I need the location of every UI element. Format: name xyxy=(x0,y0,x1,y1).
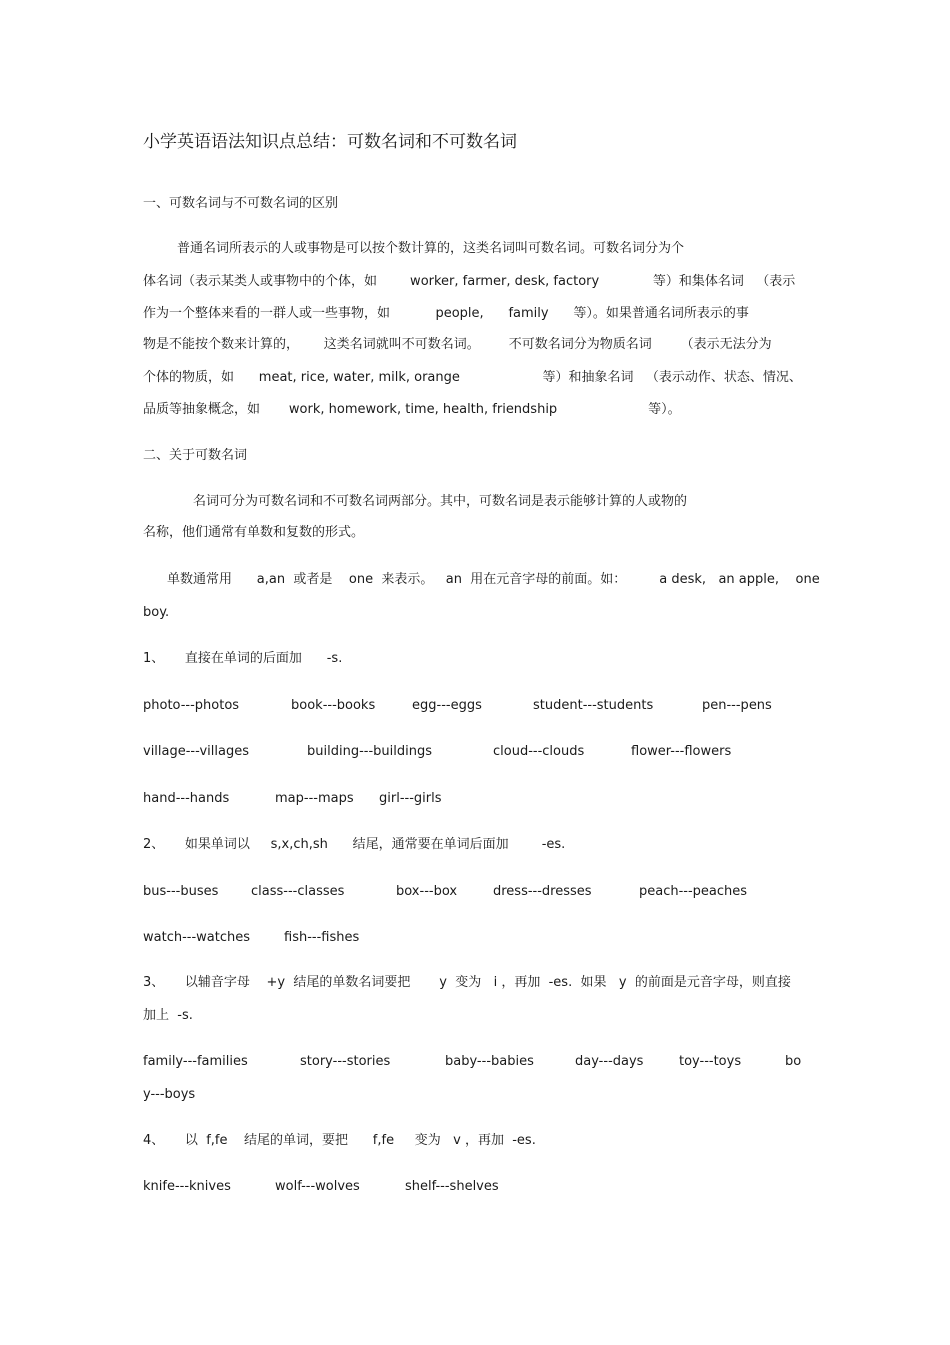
rule-2-text: 2、 如果单词以 s,x,ch,sh 结尾，通常要在单词后面加 -es. xyxy=(143,837,566,852)
example-word: toy---toys xyxy=(679,1054,742,1069)
rule-4-text: 4、 以 f,fe 结尾的单词，要把 f,fe 变为 v ，再加 -es. xyxy=(143,1133,536,1148)
section1-heading: 一、可数名词与不可数名词的区别 xyxy=(143,196,339,211)
example-word: egg---eggs xyxy=(412,698,482,713)
section1-line: 体名词（表示某类人或事物中的个体，如 worker, farmer, desk, factory 等）和集体名词 （表示 xyxy=(143,274,796,289)
example-word: girl---girls xyxy=(379,791,442,806)
example-word: photo---photos xyxy=(143,698,240,713)
example-word: y---boys xyxy=(143,1087,196,1102)
example-word: village---villages xyxy=(143,744,249,759)
example-word: class---classes xyxy=(251,884,345,899)
document-title: 小学英语语法知识点总结：可数名词和不可数名词 xyxy=(143,132,517,152)
example-word: book---books xyxy=(291,698,376,713)
example-word: wolf---wolves xyxy=(275,1179,360,1194)
section1-line: 普通名词所表示的人或事物是可以按个数计算的，这类名词叫可数名词。可数名词分为个 xyxy=(177,241,685,256)
example-word: dress---dresses xyxy=(493,884,592,899)
section1-line: 品质等抽象概念，如 work, homework, time, health, friendship 等）。 xyxy=(143,402,681,417)
rule-1-text: 1、 直接在单词的后面加 -s. xyxy=(143,651,343,666)
example-word: shelf---shelves xyxy=(405,1179,499,1194)
rule-3-text: 3、 以辅音字母 +y 结尾的单数名词要把 y 变为 i ，再加 -es. 如果 y 的前面是元音字母，则直接 xyxy=(143,975,791,990)
section2-para1-line: 名称，他们通常有单数和复数的形式。 xyxy=(143,525,365,540)
section2-para2-line: 单数通常用 a,an 或者是 one 来表示。 an 用在元音字母的前面。如： a desk, an apple, one xyxy=(167,572,820,587)
example-word: bo xyxy=(785,1054,802,1069)
example-word: peach---peaches xyxy=(639,884,748,899)
section1-line: 作为一个整体来看的一群人或一些事物，如 people, family 等）。如果普通名词所表示的事 xyxy=(143,306,749,321)
example-word: baby---babies xyxy=(445,1054,534,1069)
example-word: day---days xyxy=(575,1054,644,1069)
section1-line: 个体的物质，如 meat, rice, water, milk, orange 等）和抽象名词 （表示动作、状态、情况、 xyxy=(143,370,802,385)
example-word: story---stories xyxy=(300,1054,391,1069)
example-word: cloud---clouds xyxy=(493,744,585,759)
example-word: box---box xyxy=(396,884,458,899)
example-word: building---buildings xyxy=(307,744,432,759)
example-word: knife---knives xyxy=(143,1179,231,1194)
example-word: watch---watches xyxy=(143,930,251,945)
example-word: flower---flowers xyxy=(631,744,732,759)
example-word: fish---fishes xyxy=(284,930,360,945)
section1-line: 物是不能按个数来计算的， 这类名词就叫不可数名词。 不可数名词分为物质名词 （表示无法分为 xyxy=(143,337,772,352)
section2-heading: 二、关于可数名词 xyxy=(143,448,248,463)
section2-para1-line: 名词可分为可数名词和不可数名词两部分。其中，可数名词是表示能够计算的人或物的 xyxy=(193,494,688,509)
example-word: bus---buses xyxy=(143,884,219,899)
rule-3-text-continued: 加上 -s. xyxy=(143,1008,193,1023)
example-word: student---students xyxy=(533,698,654,713)
example-word: map---maps xyxy=(275,791,354,806)
section2-para2-line: boy. xyxy=(143,605,170,620)
example-word: pen---pens xyxy=(702,698,772,713)
example-word: hand---hands xyxy=(143,791,230,806)
example-word: family---families xyxy=(143,1054,248,1069)
